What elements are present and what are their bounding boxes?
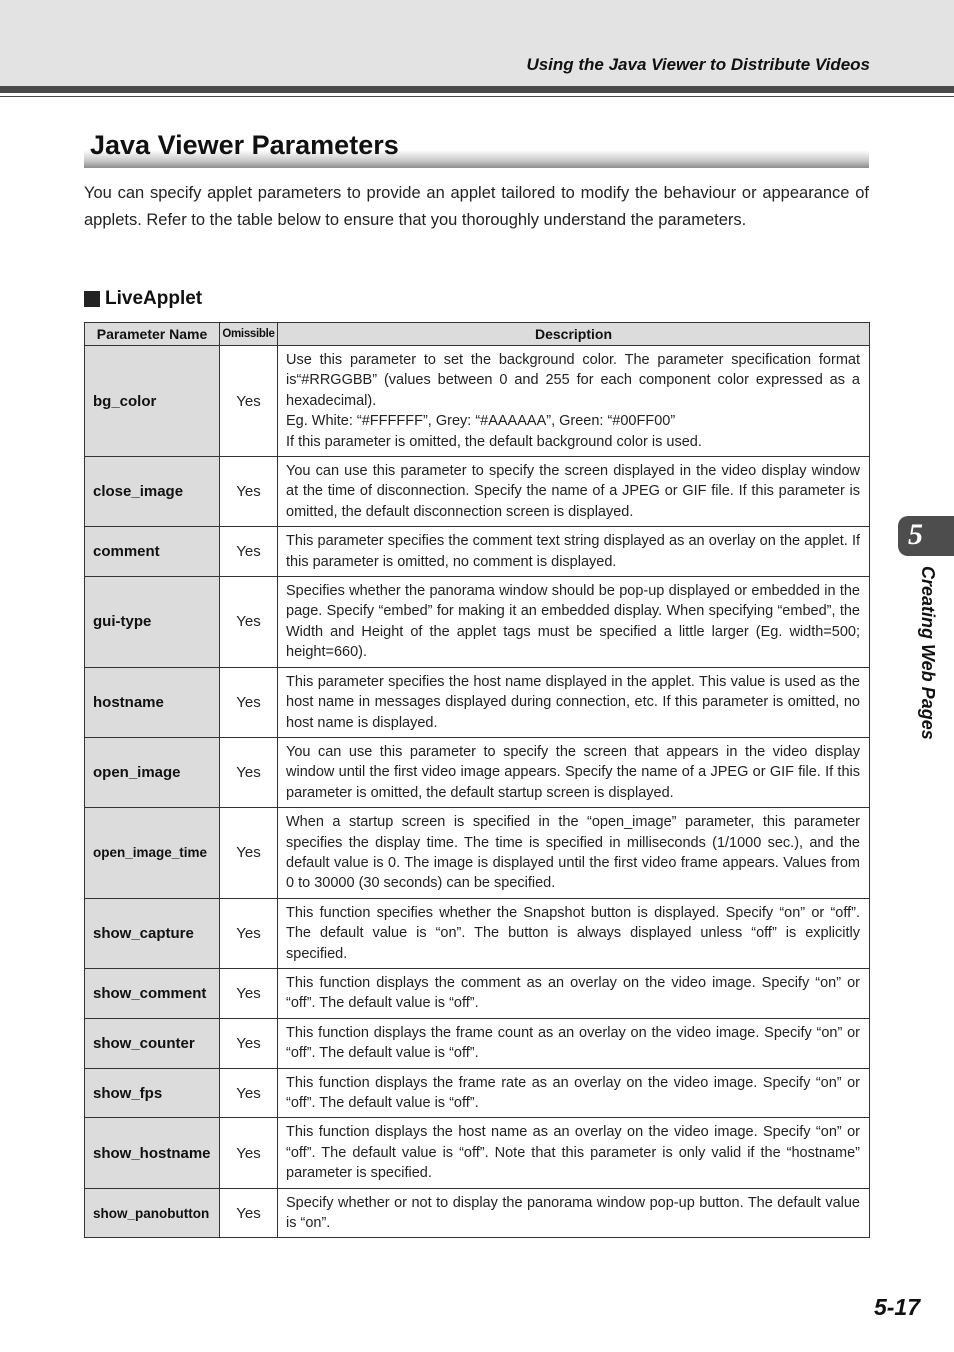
description-cell xyxy=(278,527,870,577)
description-text: This parameter specifies the host name displayed in the applet. This value is used as the host name in messages displayed during connection, etc. If this parameter is omitted, no host name is displayed. xyxy=(286,673,860,731)
intro-paragraph: You can specify applet parameters to provide an applet tailored to modify the behaviour or appearance of applets. Refer to the table below to ensure that you thoroughly understand the parameters. xyxy=(84,184,869,229)
description-cell xyxy=(278,808,870,899)
description-text: When a startup screen is specified in the “open_image” parameter, this parameter specifies the display time. The time is specified in milliseconds (1/1000 sec.), and the default value is 0. The image is displayed until the first video frame appears. Values from 0 to 30000 (30 seconds) can be specified. xyxy=(286,814,860,892)
table-row xyxy=(85,1118,870,1188)
description-cell xyxy=(278,1188,870,1238)
description-cell xyxy=(278,737,870,807)
omissible-cell: Yes xyxy=(220,898,278,968)
table-row xyxy=(85,968,870,1018)
description-cell xyxy=(278,667,870,737)
description-text: This function displays the frame count as an overlay on the video image. Specify “on” or “off”. The default value is “off”. xyxy=(286,1024,860,1062)
running-header: Using the Java Viewer to Distribute Videos xyxy=(526,55,870,74)
description-text: If this parameter is omitted, the default background color is used. xyxy=(286,433,702,450)
description-cell xyxy=(278,1068,870,1118)
table-row xyxy=(85,346,870,457)
description-text: This function displays the frame rate as an overlay on the video image. Specify “on” or “off”. The default value is “off”. xyxy=(286,1074,860,1111)
description-cell xyxy=(278,457,870,527)
description-text: You can use this parameter to specify the screen that appears in the video display window until the first video image appears. Specify the name of a JPEG or GIF file. If this parameter is omitted, the default startup screen is displayed. xyxy=(286,743,860,801)
table-header-row xyxy=(85,323,870,346)
description-text: You can use this parameter to specify the screen displayed in the video display window at the time of disconnection. Specify the name of a JPEG or GIF file. If this parameter is omitted, the default disconnection screen is displayed. xyxy=(286,463,860,520)
parameter-name-cell: comment xyxy=(85,527,220,577)
chapter-number: 5 xyxy=(908,518,923,551)
parameter-name-cell: bg_color xyxy=(85,346,220,457)
section-square-icon xyxy=(84,291,100,307)
description-text: This function specifies whether the Snapshot button is displayed. Specify “on” or “off”. The default value is “on”. The button is always displayed unless “off” is explicitly specified. xyxy=(286,904,860,962)
description-text: Use this parameter to set the background color. The parameter specification format is“#RRGGBB” (values between 0 and 255 for each component color expressed as a hexadecimal). xyxy=(286,352,860,409)
parameter-name-cell: show_capture xyxy=(85,898,220,968)
header-parameter-name: Parameter Name xyxy=(85,323,220,346)
parameter-name-cell: show_panobutton xyxy=(85,1188,220,1238)
table-row xyxy=(85,457,870,527)
parameter-name-cell: gui-type xyxy=(85,577,220,668)
table-row xyxy=(85,737,870,807)
page-number: 5-17 xyxy=(873,1294,920,1320)
parameter-name-cell: show_counter xyxy=(85,1018,220,1068)
header-description: Description xyxy=(278,323,870,346)
description-text: Specifies whether the panorama window should be pop-up displayed or embedded in the page. Specify “embed” for making it an embedded display. When specifying “embed”, the Width and Height of the applet tags must be specified a little larger (Eg. width=500; height=660). xyxy=(286,583,860,661)
parameter-table xyxy=(84,322,870,1238)
description-cell xyxy=(278,346,870,457)
table-row xyxy=(85,577,870,668)
description-cell xyxy=(278,577,870,668)
parameter-name-cell: hostname xyxy=(85,667,220,737)
omissible-cell: Yes xyxy=(220,1018,278,1068)
section-title: LiveApplet xyxy=(105,288,203,309)
parameter-name-cell: close_image xyxy=(85,457,220,527)
omissible-cell: Yes xyxy=(220,1118,278,1188)
table-row xyxy=(85,1018,870,1068)
table-row xyxy=(85,1068,870,1118)
omissible-cell: Yes xyxy=(220,808,278,899)
table-row xyxy=(85,808,870,899)
table-body xyxy=(85,346,870,1238)
parameter-name-cell: show_fps xyxy=(85,1068,220,1118)
table-row xyxy=(85,898,870,968)
page-title: Java Viewer Parameters xyxy=(90,130,399,160)
parameter-name-cell: show_hostname xyxy=(85,1118,220,1188)
omissible-cell: Yes xyxy=(220,577,278,668)
omissible-cell: Yes xyxy=(220,737,278,807)
chapter-title: Creating Web Pages xyxy=(918,566,938,740)
parameter-name-cell: open_image xyxy=(85,737,220,807)
omissible-cell: Yes xyxy=(220,346,278,457)
description-text: Specify whether or not to display the panorama window pop-up button. The default value is “on”. xyxy=(286,1194,860,1232)
omissible-cell: Yes xyxy=(220,1068,278,1118)
header-omissible: Omissible xyxy=(220,323,278,346)
title-bar xyxy=(84,128,869,168)
description-text: Eg. White: “#FFFFFF”, Grey: “#AAAAAA”, Green: “#00FF00” xyxy=(286,413,676,430)
section-heading xyxy=(84,287,202,311)
omissible-cell: Yes xyxy=(220,1188,278,1238)
omissible-cell: Yes xyxy=(220,968,278,1018)
parameter-name-cell: open_image_time xyxy=(85,808,220,899)
description-text: This function displays the comment as an overlay on the video image. Specify “on” or “off”. The default value is “off”. xyxy=(286,974,860,1012)
description-cell xyxy=(278,1018,870,1068)
table-row xyxy=(85,667,870,737)
header-rule-thin xyxy=(0,96,954,97)
header-rule-thick xyxy=(0,86,954,93)
description-cell xyxy=(278,968,870,1018)
parameter-name-cell: show_comment xyxy=(85,968,220,1018)
description-text: This function displays the host name as an overlay on the video image. Specify “on” or “off”. The default value is “off”. Note that this parameter is only valid if the “hostname” parameter is specified. xyxy=(286,1124,860,1182)
omissible-cell: Yes xyxy=(220,527,278,577)
description-cell xyxy=(278,1118,870,1188)
table-row xyxy=(85,1188,870,1238)
omissible-cell: Yes xyxy=(220,457,278,527)
table-row xyxy=(85,527,870,577)
chapter-tab xyxy=(898,516,954,556)
omissible-cell: Yes xyxy=(220,667,278,737)
description-text: This parameter specifies the comment text string displayed as an overlay on the applet. If this parameter is omitted, no comment is displayed. xyxy=(286,533,860,570)
description-cell xyxy=(278,898,870,968)
